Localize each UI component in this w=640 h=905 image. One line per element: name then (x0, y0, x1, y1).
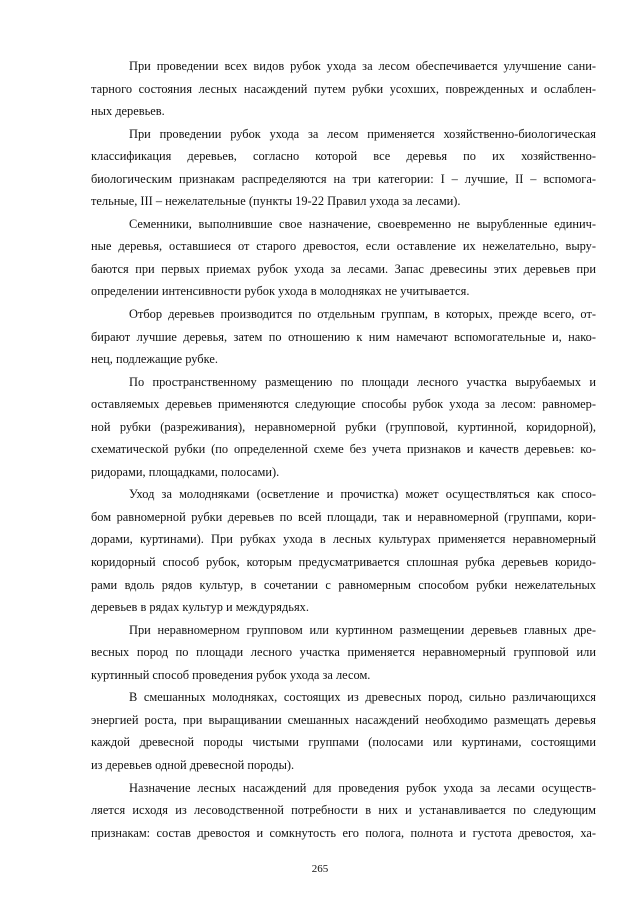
text-line: нец, подлежащие рубке. (91, 352, 218, 367)
paragraph (91, 213, 596, 303)
text-line: коридорный способ рубок, которым предусматривается сплошная рубка деревьев коридо- (91, 555, 596, 570)
text-line: ные деревья, оставшиеся от старого древостоя, если оставление их нежелательно, выру- (91, 239, 596, 254)
text-line: дорами, куртинами). При рубках ухода в лесных культурах применяется неравномерный (91, 532, 596, 547)
text-line: ляется исходя из лесоводственной потребности в них и устанавливается по следующим (91, 803, 596, 818)
text-line: классификация деревьев, согласно которой все деревья по их хозяйственно- (91, 149, 596, 164)
body-text (91, 55, 596, 844)
text-line: тельные, III – нежелательные (пункты 19-22 Правил ухода за лесами). (91, 194, 461, 209)
text-line: При проведении рубок ухода за лесом применяется хозяйственно-биологическая (129, 126, 596, 141)
text-line: рами вдоль рядов культур, в сочетании с равномерным способом рубки нежелательных (91, 577, 596, 592)
text-line: тарного состояния лесных насаждений путем рубки усохших, поврежденных и ослаблен- (91, 81, 596, 96)
text-line: Назначение лесных насаждений для проведения рубок ухода за лесами осуществ- (129, 780, 596, 795)
paragraph (91, 686, 596, 776)
text-line: ридорами, площадками, полосами). (91, 464, 280, 479)
text-line: деревьев в рядах культур и междурядьях. (91, 600, 309, 615)
text-line: энергией роста, при выращивании смешанных насаждений необходимо размещать деревья (91, 712, 596, 727)
text-line: схематической рубки (по определенной схеме без учета признаков и качеств деревьев: ко- (91, 442, 596, 457)
text-line: определении интенсивности рубок ухода в молодняках не учитывается. (91, 284, 470, 299)
text-line: Отбор деревьев производится по отдельным группам, в которых, прежде всего, от- (129, 307, 596, 322)
paragraph (91, 123, 596, 213)
paragraph (91, 483, 596, 618)
text-line: При неравномерном групповом или куртинном размещении деревьев главных дре- (129, 622, 596, 637)
text-line: Уход за молодняками (осветление и прочистка) может осуществляться как спосо- (129, 487, 596, 502)
text-line: бирают лучшие деревья, затем по отношению к ним намечают вспомогательные и, нако- (91, 329, 596, 344)
text-line: весных пород по площади лесного участка применяется неравномерный групповой или (91, 645, 596, 660)
text-line: признакам: состав древостоя и сомкнутость его полога, полнота и густота древостоя, ха- (91, 825, 596, 840)
text-line: По пространственному размещению по площади лесного участка вырубаемых и (129, 374, 596, 389)
text-line: куртинный способ проведения рубок ухода за лесом. (91, 667, 371, 682)
text-line: каждой древесной породы чистыми группами (полосами или куртинами, состоящими (91, 735, 596, 750)
text-line: бом равномерной рубки деревьев по всей площади, так и неравномерной (группами, кори- (91, 509, 596, 524)
text-line: В смешанных молодняках, состоящих из древесных пород, сильно различающихся (129, 690, 596, 705)
paragraph (91, 777, 596, 845)
text-line: биологическим признакам распределяются на три категории: I – лучшие, II – вспомога- (91, 171, 596, 186)
text-line: оставляемых деревьев применяются следующие способы рубок ухода за лесом: равномер- (91, 397, 596, 412)
paragraph (91, 619, 596, 687)
text-line: При проведении всех видов рубок ухода за лесом обеспечивается улучшение сани- (129, 59, 596, 73)
paragraph (91, 371, 596, 484)
text-line: из деревьев одной древесной породы). (91, 757, 295, 772)
paragraph (91, 303, 596, 371)
paragraph (91, 55, 596, 123)
text-line: ной рубки (разреживания), неравномерной рубки (групповой, куртинной, коридорной), (91, 419, 596, 434)
text-line: Семенники, выполнившие свое назначение, своевременно не вырубленные единич- (129, 216, 596, 231)
page-number: 265 (311, 863, 329, 875)
text-line: баются при первых приемах рубок ухода за лесами. Запас древесины этих деревьев при (91, 261, 596, 276)
text-line: ных деревьев. (91, 104, 165, 119)
